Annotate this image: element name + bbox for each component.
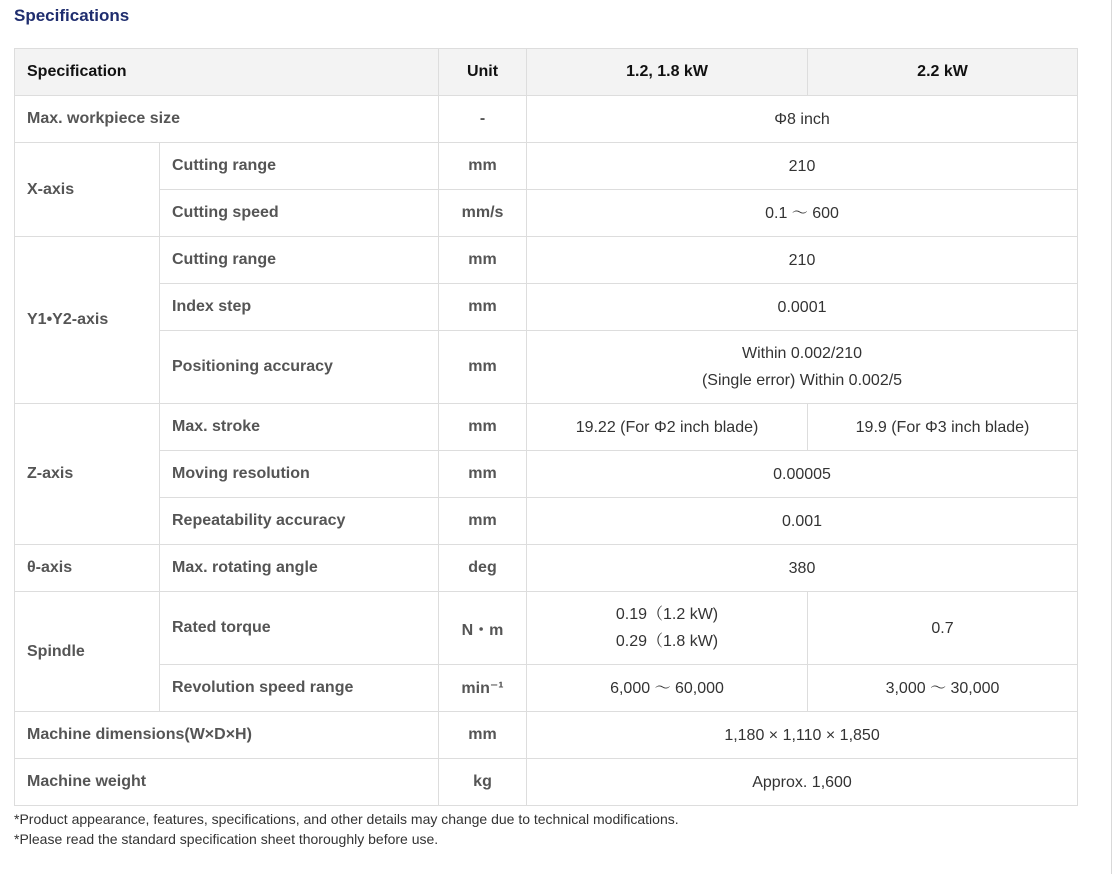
row-label-index-step: Index step: [160, 284, 439, 331]
value-cell: [527, 592, 808, 665]
value-cell: Approx. 1,600: [527, 759, 1078, 806]
page-divider: [1111, 0, 1112, 874]
unit-cell: mm: [439, 498, 527, 545]
table-row: [15, 665, 1078, 712]
table-row: [15, 404, 1078, 451]
row-label-positioning-accuracy: Positioning accuracy: [160, 331, 439, 404]
unit-cell: mm: [439, 331, 527, 404]
row-label-max-rotating-angle: Max. rotating angle: [160, 545, 439, 592]
value-cell: [527, 331, 1078, 404]
table-row: [15, 592, 1078, 665]
value-cell: 380: [527, 545, 1078, 592]
value-line: Within 0.002/210: [741, 345, 863, 362]
footnote: *Please read the standard specification sheet thoroughly before use.: [14, 831, 439, 847]
unit-cell: mm: [439, 284, 527, 331]
value-cell: 0.00005: [527, 451, 1078, 498]
value-cell: Φ8 inch: [527, 96, 1078, 143]
table-row: [15, 331, 1078, 404]
value-cell: 0.001: [527, 498, 1078, 545]
table-row: [15, 498, 1078, 545]
footnotes: [14, 809, 679, 849]
header-specification: Specification: [15, 49, 439, 96]
table-header-row: [15, 49, 1078, 96]
header-col-1-2-1-8kw: 1.2, 1.8 kW: [527, 49, 808, 96]
value-cell: 19.22 (For Φ2 inch blade): [527, 404, 808, 451]
group-label-spindle: Spindle: [15, 592, 160, 712]
table-row: [15, 451, 1078, 498]
row-label-workpiece-size: Max. workpiece size: [15, 96, 439, 143]
unit-cell: N・m: [439, 592, 527, 665]
page-title: Specifications: [14, 6, 130, 25]
unit-cell: kg: [439, 759, 527, 806]
table-row: [15, 284, 1078, 331]
value-line: 0.19（1.2 kW): [615, 606, 719, 623]
value-cell: 3,000 ～ 30,000: [808, 665, 1078, 712]
unit-cell: mm/s: [439, 190, 527, 237]
value-cell: 1,180 × 1,110 × 1,850: [527, 712, 1078, 759]
table-row: [15, 237, 1078, 284]
value-line: (Single error) Within 0.002/5: [701, 372, 903, 389]
row-label-machine-weight: Machine weight: [15, 759, 439, 806]
group-label-theta-axis: θ-axis: [15, 545, 160, 592]
unit-cell: mm: [439, 237, 527, 284]
row-label-revolution-speed-range: Revolution speed range: [160, 665, 439, 712]
table-row: [15, 190, 1078, 237]
row-label-moving-resolution: Moving resolution: [160, 451, 439, 498]
unit-cell: min⁻¹: [439, 665, 527, 712]
row-label-max-stroke: Max. stroke: [160, 404, 439, 451]
row-label-repeatability-accuracy: Repeatability accuracy: [160, 498, 439, 545]
value-cell: 210: [527, 237, 1078, 284]
row-label-cutting-range: Cutting range: [160, 237, 439, 284]
row-label-machine-dimensions: Machine dimensions(W×D×H): [15, 712, 439, 759]
value-cell: 0.0001: [527, 284, 1078, 331]
table-row: [15, 545, 1078, 592]
header-col-2-2kw: 2.2 kW: [808, 49, 1078, 96]
row-label-cutting-range: Cutting range: [160, 143, 439, 190]
value-cell: 210: [527, 143, 1078, 190]
header-unit: Unit: [439, 49, 527, 96]
footnote: *Product appearance, features, specifications, and other details may change due to technical modifications.: [14, 811, 679, 827]
unit-cell: mm: [439, 143, 527, 190]
value-cell: 19.9 (For Φ3 inch blade): [808, 404, 1078, 451]
row-label-rated-torque: Rated torque: [160, 592, 439, 665]
unit-cell: mm: [439, 712, 527, 759]
unit-cell: deg: [439, 545, 527, 592]
group-label-x-axis: X-axis: [15, 143, 160, 237]
row-label-cutting-speed: Cutting speed: [160, 190, 439, 237]
value-line: 0.29（1.8 kW): [615, 633, 719, 650]
unit-cell: -: [439, 96, 527, 143]
specifications-table: [14, 48, 1078, 806]
value-cell: 0.7: [808, 592, 1078, 665]
group-label-z-axis: Z-axis: [15, 404, 160, 545]
unit-cell: mm: [439, 404, 527, 451]
value-cell: 0.1 ～ 600: [527, 190, 1078, 237]
unit-cell: mm: [439, 451, 527, 498]
table-row: [15, 712, 1078, 759]
group-label-y-axis: Y1•Y2-axis: [15, 237, 160, 404]
table-row: [15, 143, 1078, 190]
table-row: [15, 96, 1078, 143]
value-cell: 6,000 ～ 60,000: [527, 665, 808, 712]
table-row: [15, 759, 1078, 806]
